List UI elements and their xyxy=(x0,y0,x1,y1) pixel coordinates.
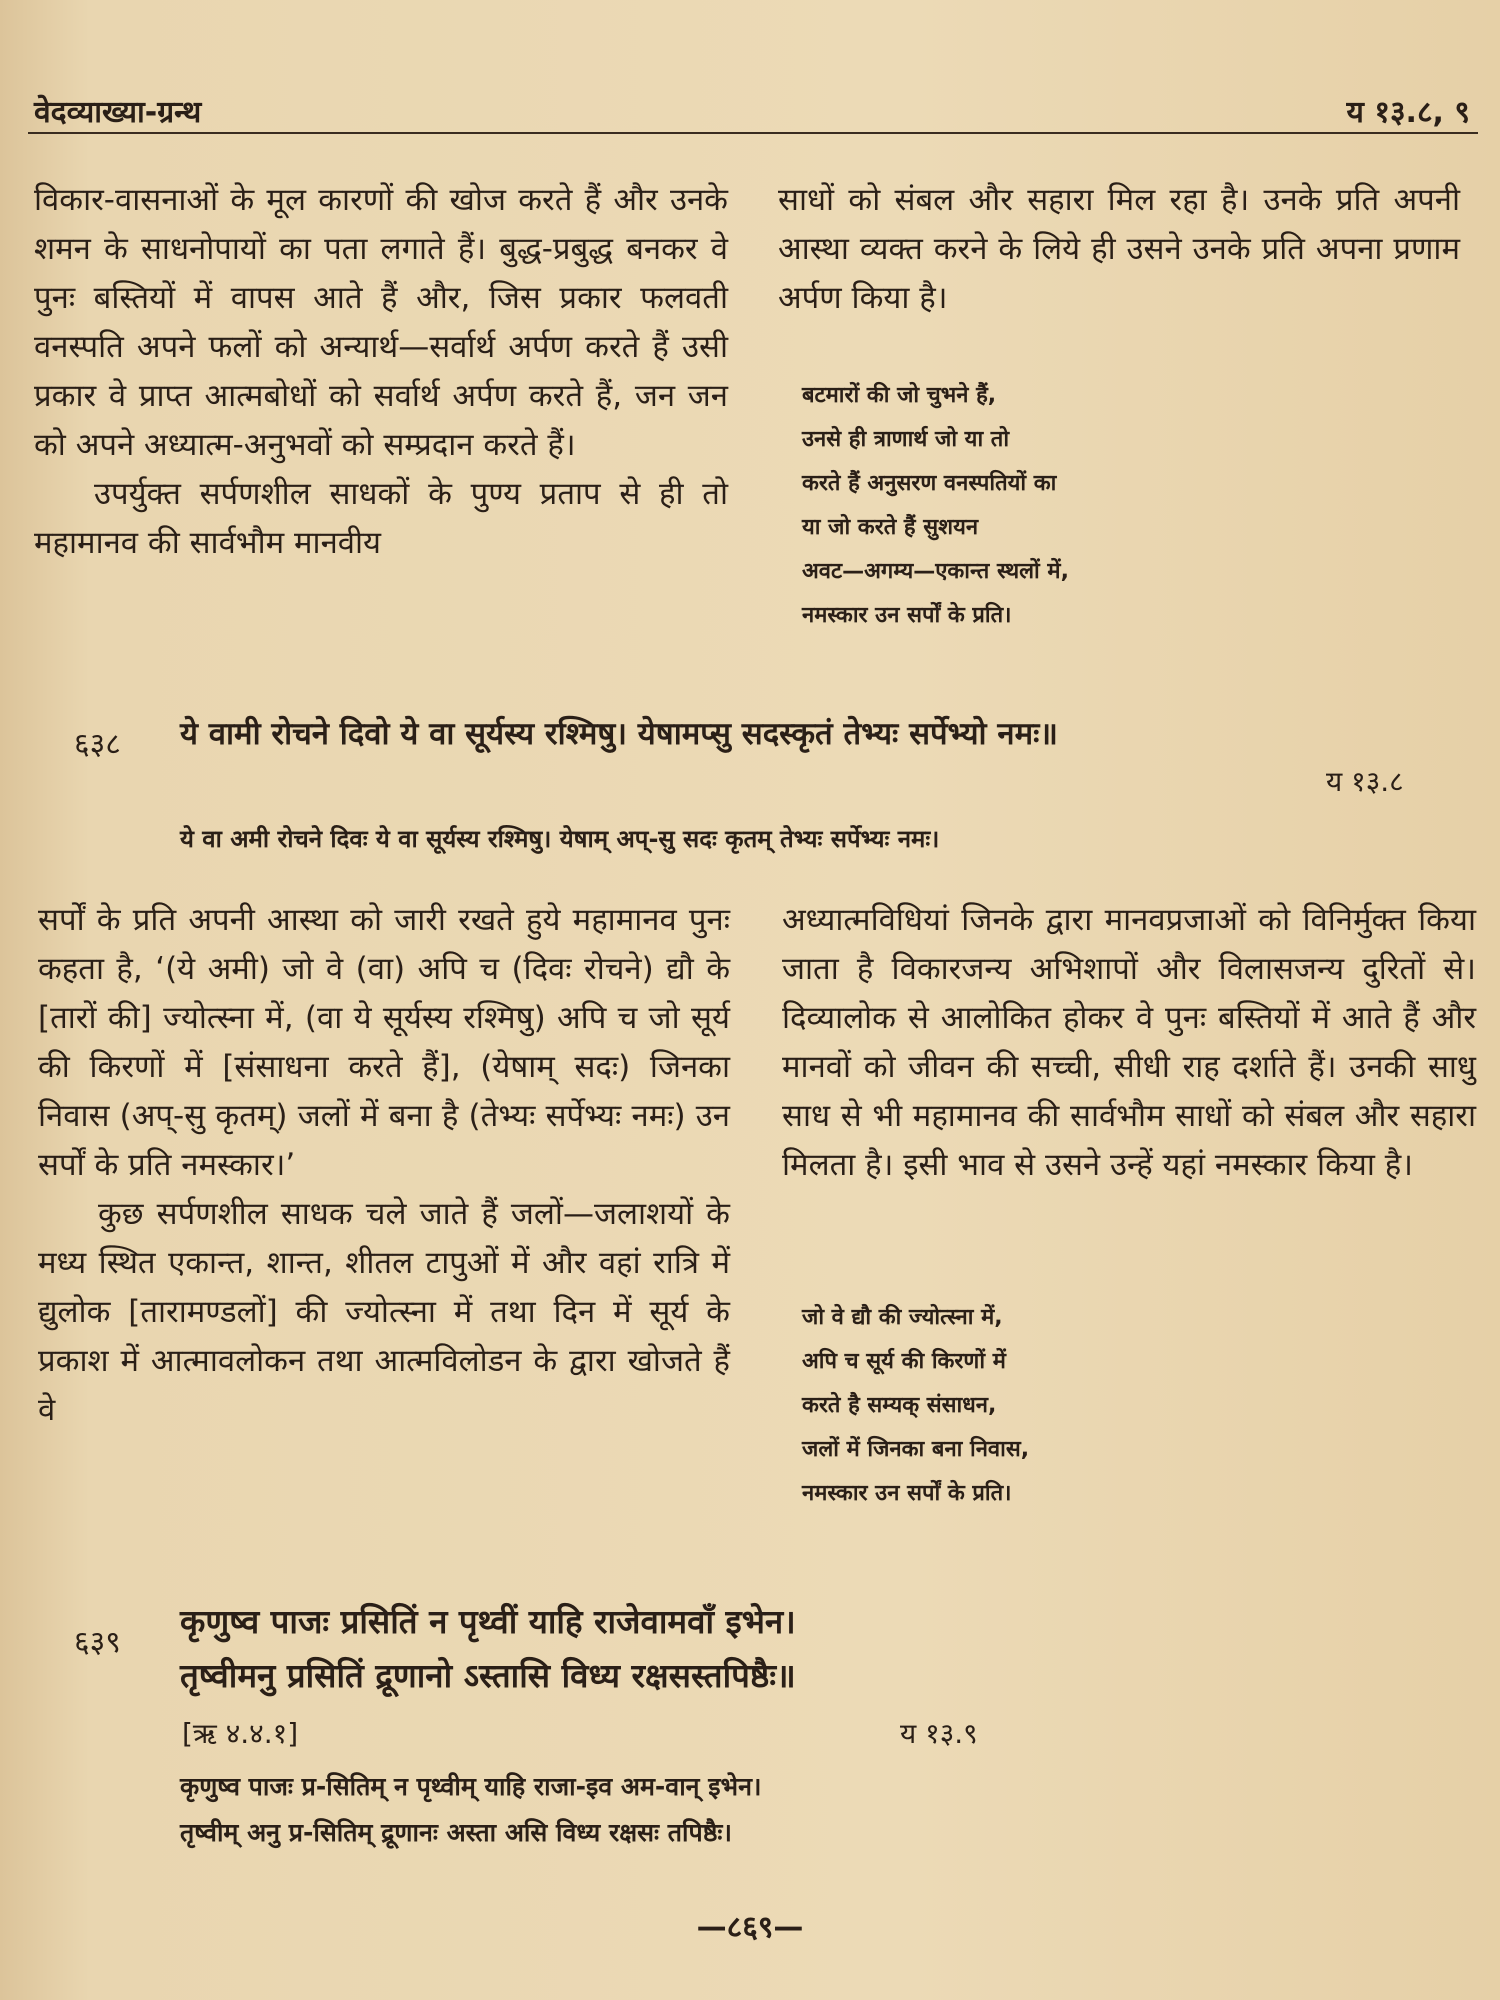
paragraph: सर्पों के प्रति अपनी आस्था को जारी रखते हुये महामानव पुनः कहता है, ‘(ये अमी) जो वे (वा) अपि च (दिवः रोचने) द्यौ के [तारों की] ज्योत्स्ना में, (वा ये सूर्यस्य रश्मिषु) अपि च जो सूर्य की किरणों में [संसाधना करते हैं], (येषाम् सदः) जिनका निवास (अप्-सु कृतम्) जलों में बना है (तेभ्यः सर्पेभ्यः नमः) उन सर्पों के प्रति नमस्कार।’ xyxy=(38,902,730,1183)
top-right-column xyxy=(778,176,1460,323)
paragraph: अध्यात्मविधियां जिनके द्वारा मानवप्रजाओं को विनिर्मुक्त किया जाता है विकारजन्य अभिशापों और विलासजन्य दुरितों से। दिव्यालोक से आलोकित होकर वे पुनः बस्तियों में आते हैं और मानवों को जीवन की सच्ची, सीधी राह दर्शाते हैं। उनकी साधु साध से भी महामानव की सार्वभौम साधों को संबल और सहारा मिलता है। इसी भाव से उसने उन्हें यहां नमस्कार किया है। xyxy=(782,902,1476,1183)
poem-line: नमस्कार उन सर्पों के प्रति। xyxy=(802,1481,1012,1506)
mantra-padapatha: तृष्वीम् अनु प्र-सितिम् द्रूणानः अस्ता असि विध्य रक्षसः तपिष्ठैः। xyxy=(180,1818,732,1847)
poem-line: नमस्कार उन सर्पों के प्रति। xyxy=(802,603,1012,628)
poem-line: उनसे ही त्राणार्थ जो या तो xyxy=(802,427,1010,452)
poem-line: या जो करते हैं सुशयन xyxy=(802,515,979,540)
poem-line: अपि च सूर्य की किरणों में xyxy=(802,1349,1006,1374)
mantra-padapatha: ये वा अमी रोचने दिवः ये वा सूर्यस्य रश्मिषु। येषाम् अप्-सु सदः कृतम् तेभ्यः सर्पेभ्यः नमः। xyxy=(180,825,940,853)
top-left-column xyxy=(34,176,728,568)
poem-line: बटमारों की जो चुभने हैं, xyxy=(802,383,997,408)
book-title: वेदव्याख्या-ग्रन्थ xyxy=(34,95,202,130)
rigveda-ref: [ऋ ४.४.१] xyxy=(182,1717,299,1750)
poem-line: अवट—अगम्य—एकान्त स्थलों में, xyxy=(802,559,1069,584)
running-header xyxy=(28,86,1478,134)
poem-line: करते है सम्यक् संसाधन, xyxy=(802,1393,997,1418)
mantra-ref: य १३.९ xyxy=(900,1717,978,1750)
paragraph: साधों को संबल और सहारा मिल रहा है। उनके प्रति अपनी आस्था व्यक्त करने के लिये ही उसने उनके प्रति अपना प्रणाम अर्पण किया है। xyxy=(778,182,1460,316)
mantra-ref: य १३.८ xyxy=(1326,765,1404,798)
poem-line: करते हैं अनुसरण वनस्पतियों का xyxy=(802,471,1057,496)
poem-line: जो वे द्यौ की ज्योत्स्ना में, xyxy=(802,1305,1003,1330)
mid-left-column xyxy=(38,896,730,1435)
mantra-number: ६३८ xyxy=(74,727,121,762)
poem-line: जलों में जिनका बना निवास, xyxy=(802,1437,1030,1462)
mantra-line: तृष्वीमनु प्रसितिं द्रूणानो ऽस्तासि विध्य रक्षसस्तपिष्ठैः॥ xyxy=(180,1656,796,1695)
mantra-line: कृणुष्व पाजः प्रसितिं न पृथ्वीं याहि राजेवामवाँ इभेन। xyxy=(180,1602,796,1641)
poem-block xyxy=(802,374,1442,638)
paragraph: उपर्युक्त सर्पणशील साधकों के पुण्य प्रताप से ही तो महामानव की सार्वभौम मानवीय xyxy=(34,476,728,561)
mid-right-column xyxy=(782,896,1476,1190)
verse-reference: य १३.८, ९ xyxy=(1346,95,1470,130)
mantra-number: ६३९ xyxy=(74,1625,121,1660)
paragraph: विकार-वासनाओं के मूल कारणों की खोज करते हैं और उनके शमन के साधनोपायों का पता लगाते हैं। बुद्ध-प्रबुद्ध बनकर वे पुनः बस्तियों में वापस आते हैं और, जिस प्रकार फलवती वनस्पति अपने फलों को अन्यार्थ—सर्वार्थ अर्पण करते हैं उसी प्रकार वे प्राप्त आत्मबोधों को सर्वार्थ अर्पण करते हैं, जन जन को अपने अध्यात्म-अनुभवों को सम्प्रदान करते हैं। xyxy=(34,182,728,463)
paragraph: कुछ सर्पणशील साधक चले जाते हैं जलों—जलाशयों के मध्य स्थित एकान्त, शान्त, शीतल टापुओं में और वहां रात्रि में द्युलोक [तारामण्डलों] की ज्योत्स्ना में तथा दिन में सूर्य के प्रकाश में आत्मावलोकन तथा आत्मविलोडन के द्वारा खोजते हैं वे xyxy=(38,1196,730,1428)
mantra-padapatha: कृणुष्व पाजः प्र-सितिम् न पृथ्वीम् याहि राजा-इव अम-वान् इभेन। xyxy=(180,1772,762,1801)
page-number: —८६९— xyxy=(696,1910,804,1945)
mantra-text: ये वामी रोचने दिवो ये वा सूर्यस्य रश्मिषु। येषामप्सु सदस्कृतं तेभ्यः सर्पेभ्यो नमः॥ xyxy=(180,716,1058,752)
poem-block xyxy=(802,1296,1442,1516)
